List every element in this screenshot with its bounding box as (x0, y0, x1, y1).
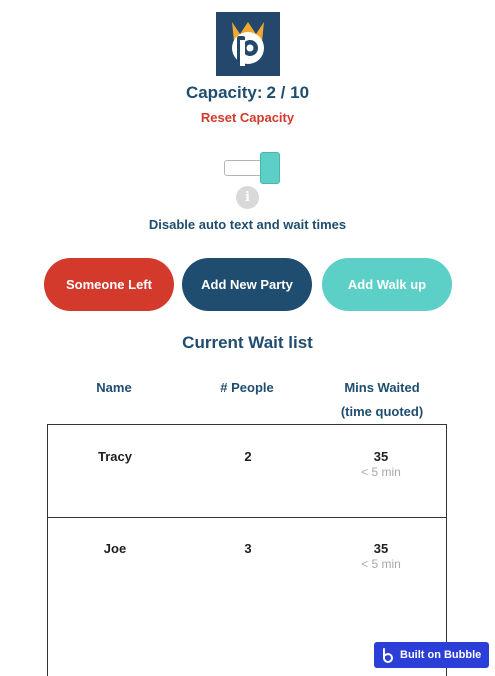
waitlist-table (47, 424, 447, 676)
add-walk-up-button[interactable]: Add Walk up (322, 258, 452, 311)
crown-p-logo-icon (216, 12, 280, 76)
waitlist-title: Current Wait list (182, 333, 313, 352)
built-on-bubble-label: Built on Bubble (400, 649, 482, 661)
mins-waited: 35 (373, 541, 389, 556)
info-icon[interactable]: i (236, 186, 259, 209)
bubble-logo-icon (380, 647, 396, 663)
party-size: 2 (244, 449, 252, 464)
column-header-mins-label: Mins Waited (344, 380, 420, 395)
column-header-name: Name (96, 380, 132, 395)
party-name: Tracy (98, 449, 132, 464)
party-name: Joe (103, 541, 127, 556)
add-new-party-button[interactable]: Add New Party (182, 258, 312, 311)
time-quoted: < 5 min (361, 465, 401, 479)
column-header-quoted-label: (time quoted) (340, 404, 424, 419)
mins-waited: 35 (373, 449, 389, 464)
toggle-knob[interactable] (260, 152, 280, 184)
built-on-bubble-badge[interactable] (374, 642, 489, 668)
capacity-display (0, 83, 495, 103)
auto-text-toggle[interactable] (224, 152, 278, 184)
capacity-value: 2 / 10 (266, 83, 310, 102)
column-header-mins-waited (322, 376, 442, 424)
party-size: 3 (244, 541, 252, 556)
table-row[interactable] (48, 425, 446, 518)
reset-capacity-link[interactable]: Reset Capacity (200, 110, 295, 125)
app-logo (216, 12, 280, 76)
someone-left-button[interactable]: Someone Left (44, 258, 174, 311)
capacity-label: Capacity: (185, 83, 263, 102)
column-header-people: # People (220, 380, 274, 395)
time-quoted: < 5 min (361, 557, 401, 571)
disable-auto-text-label: Disable auto text and wait times (148, 217, 347, 232)
